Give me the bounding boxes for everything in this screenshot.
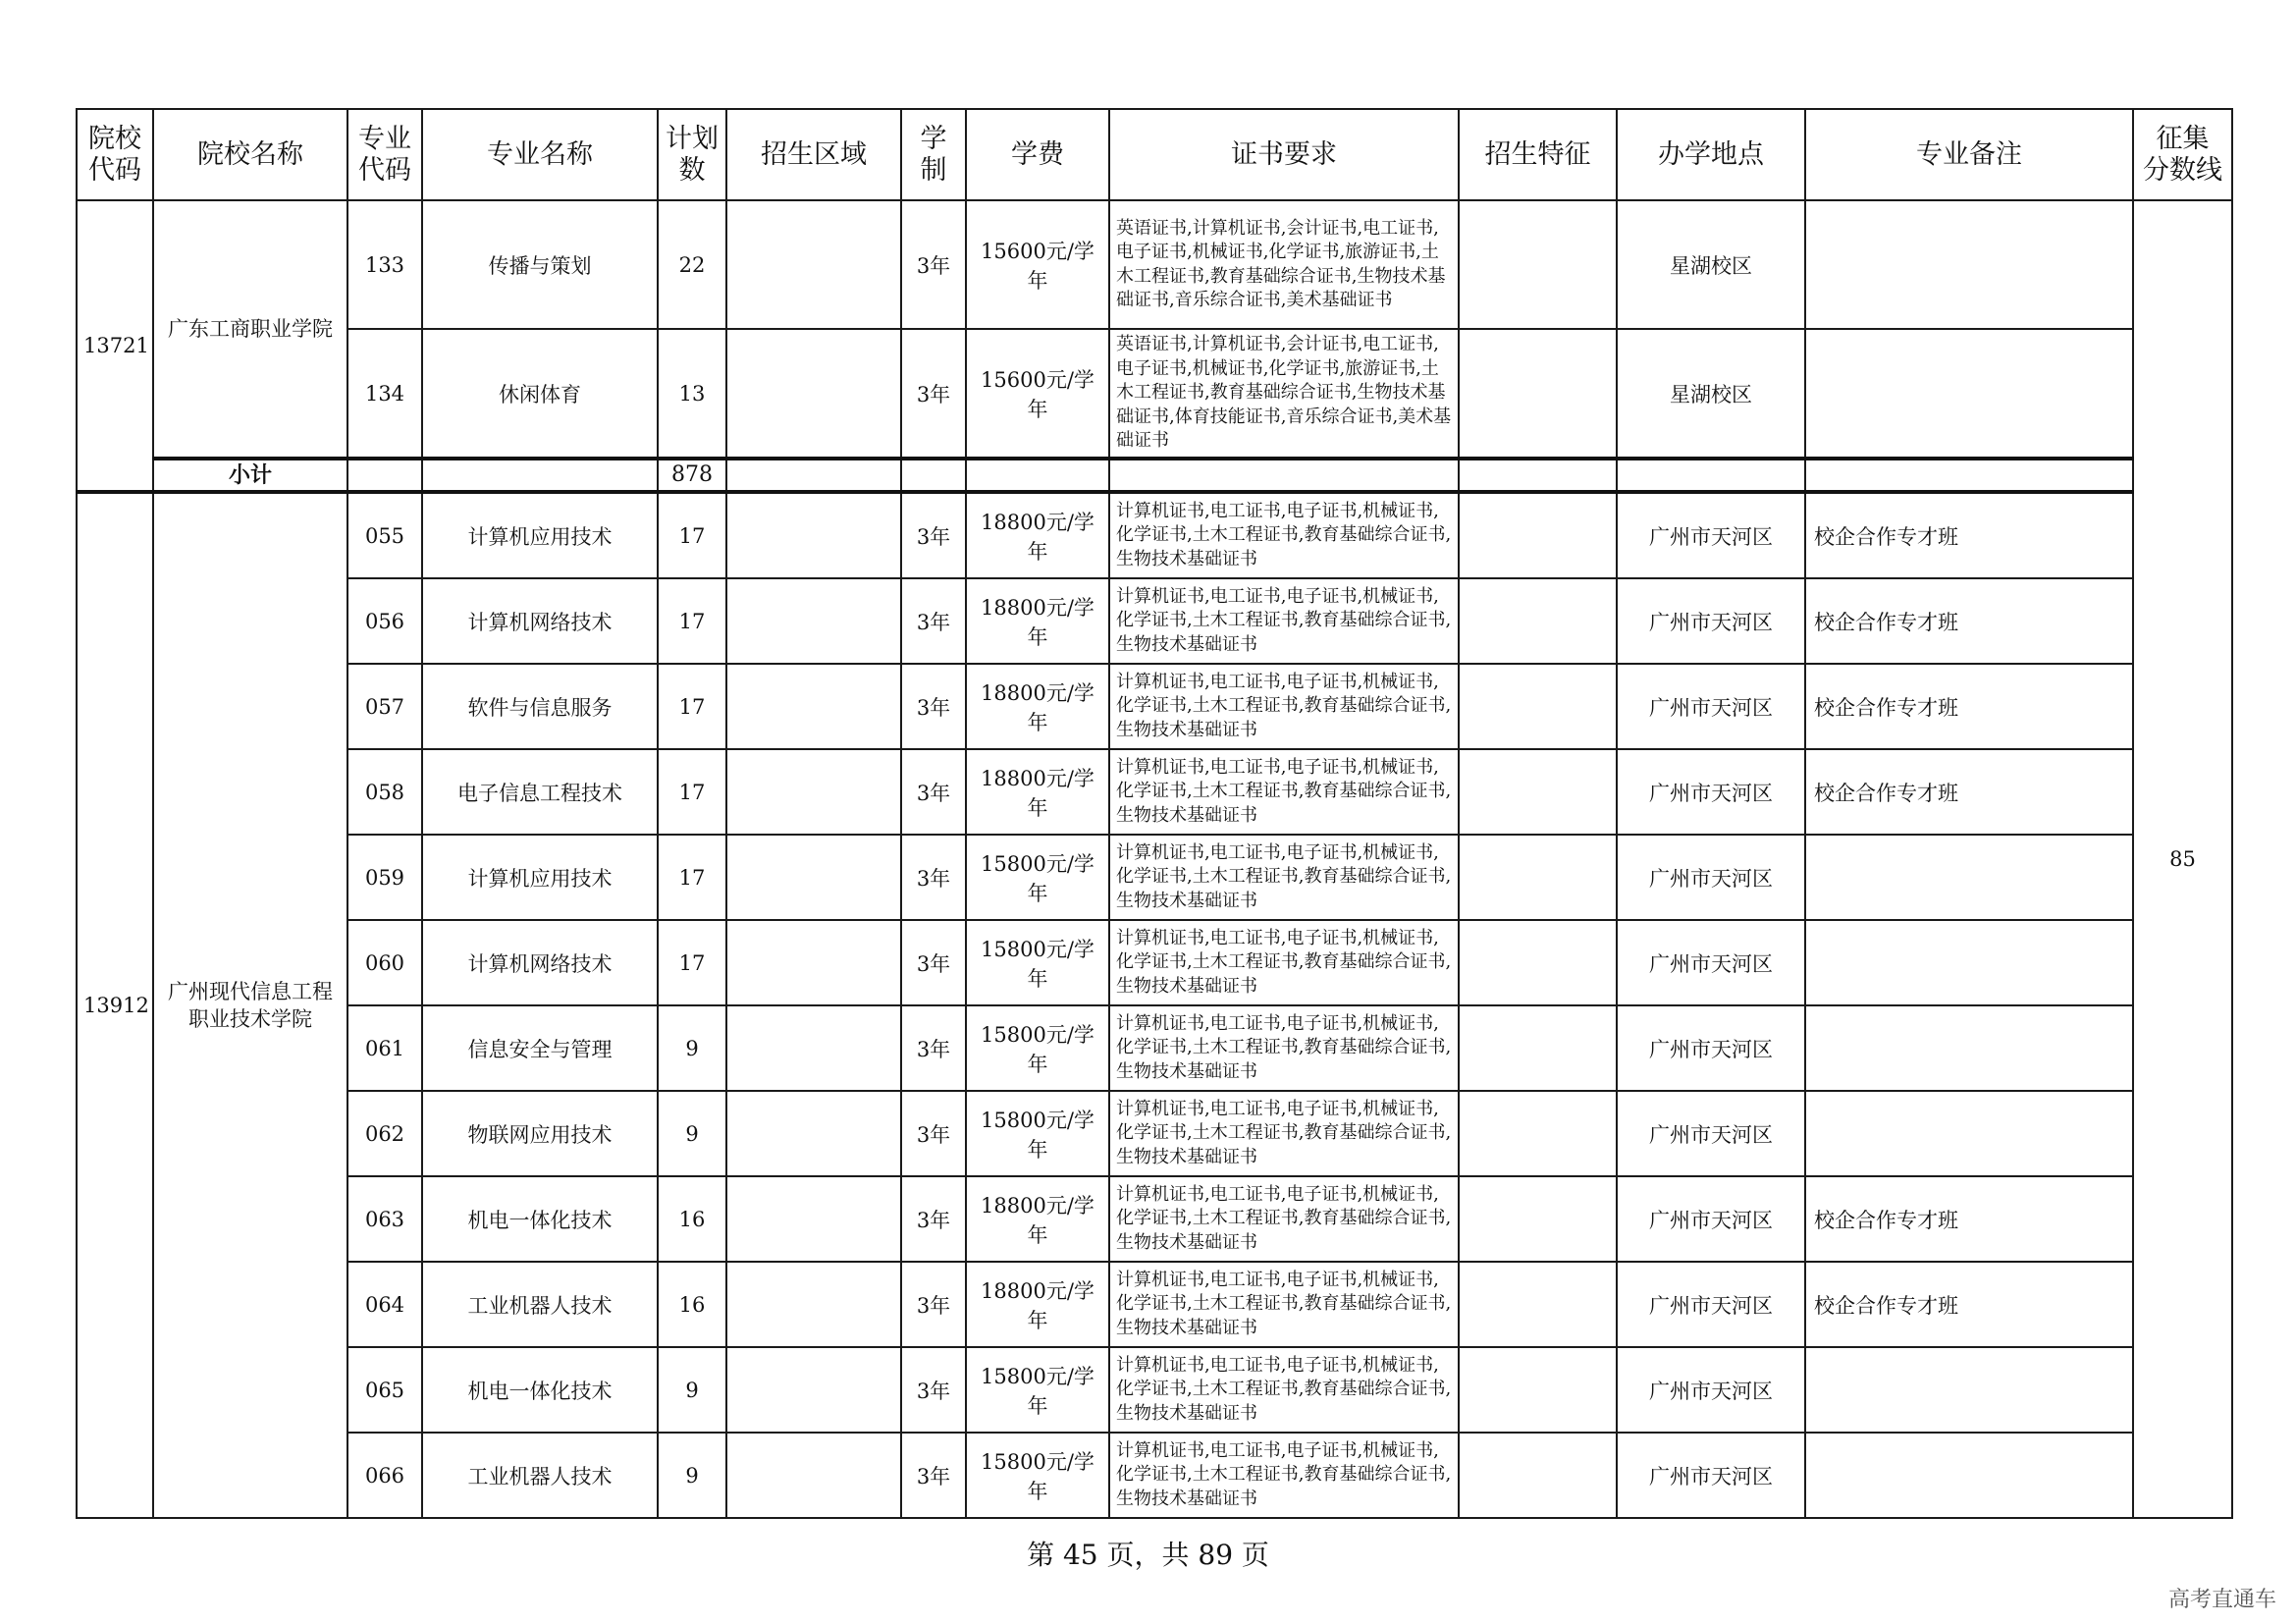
campus-location: 广州市天河区 [1617,1176,1805,1262]
enroll-feature [1459,664,1617,749]
study-length: 3年 [901,920,966,1005]
study-length: 3年 [901,749,966,835]
enroll-region [726,1176,901,1262]
enroll-region [726,492,901,578]
study-length: 3年 [901,329,966,459]
campus-location: 广州市天河区 [1617,664,1805,749]
major-note: 校企合作专才班 [1805,578,2133,664]
tuition-fee: 18800元/学年 [966,749,1109,835]
empty-cell [347,459,422,492]
major-name: 传播与策划 [422,200,658,329]
plan-count: 17 [658,835,726,920]
subtotal-label: 小计 [153,459,347,492]
column-header: 学费 [966,109,1109,200]
enrollment-table [76,108,2233,1519]
campus-location: 广州市天河区 [1617,835,1805,920]
major-name: 物联网应用技术 [422,1091,658,1176]
column-header: 证书要求 [1109,109,1459,200]
major-code: 133 [347,200,422,329]
certificate-requirements: 计算机证书,电工证书,电子证书,机械证书,化学证书,土木工程证书,教育基础综合证书,生物技术基础证书 [1109,578,1459,664]
tuition-fee: 18800元/学年 [966,1262,1109,1347]
major-name: 休闲体育 [422,329,658,459]
enroll-region [726,1091,901,1176]
campus-location: 广州市天河区 [1617,1005,1805,1091]
major-name: 工业机器人技术 [422,1433,658,1518]
enroll-feature [1459,1005,1617,1091]
page-footer: 第 45 页，共 89 页 [1027,1539,1269,1571]
study-length: 3年 [901,200,966,329]
certificate-requirements: 计算机证书,电工证书,电子证书,机械证书,化学证书,土木工程证书,教育基础综合证书,生物技术基础证书 [1109,664,1459,749]
major-note: 校企合作专才班 [1805,492,2133,578]
school-code: 13912 [77,492,153,1518]
major-note [1805,200,2133,329]
table-row [77,200,2232,329]
watermark: 高考直通车 [2167,1588,2276,1612]
table-row [77,492,2232,578]
major-code: 064 [347,1262,422,1347]
enroll-feature [1459,1347,1617,1433]
plan-count: 9 [658,1005,726,1091]
header-row [77,109,2232,200]
column-header: 院校名称 [153,109,347,200]
major-code: 062 [347,1091,422,1176]
tuition-fee: 15800元/学年 [966,1091,1109,1176]
major-code: 065 [347,1347,422,1433]
enroll-region [726,920,901,1005]
study-length: 3年 [901,492,966,578]
enroll-region [726,835,901,920]
enroll-feature [1459,578,1617,664]
tuition-fee: 18800元/学年 [966,578,1109,664]
enroll-feature [1459,920,1617,1005]
column-header: 办学地点 [1617,109,1805,200]
certificate-requirements: 英语证书,计算机证书,会计证书,电工证书,电子证书,机械证书,化学证书,旅游证书,土木工程证书,教育基础综合证书,生物技术基础证书,音乐综合证书,美术基础证书 [1109,200,1459,329]
major-code: 066 [347,1433,422,1518]
plan-count: 17 [658,578,726,664]
certificate-requirements: 计算机证书,电工证书,电子证书,机械证书,化学证书,土木工程证书,教育基础综合证书,生物技术基础证书 [1109,1091,1459,1176]
major-note: 校企合作专才班 [1805,1176,2133,1262]
enroll-region [726,1005,901,1091]
enroll-region [726,664,901,749]
tuition-fee: 15800元/学年 [966,1433,1109,1518]
empty-cell [901,459,966,492]
enroll-region [726,749,901,835]
campus-location: 广州市天河区 [1617,492,1805,578]
study-length: 3年 [901,1433,966,1518]
major-code: 060 [347,920,422,1005]
tuition-fee: 18800元/学年 [966,492,1109,578]
column-header: 计划 数 [658,109,726,200]
plan-count: 9 [658,1433,726,1518]
table-row [77,749,2232,835]
tuition-fee: 15600元/学年 [966,329,1109,459]
campus-location: 广州市天河区 [1617,749,1805,835]
plan-count: 17 [658,920,726,1005]
tuition-fee: 15800元/学年 [966,1347,1109,1433]
column-header: 学制 [901,109,966,200]
certificate-requirements: 计算机证书,电工证书,电子证书,机械证书,化学证书,土木工程证书,教育基础综合证书,生物技术基础证书 [1109,1176,1459,1262]
major-note [1805,1433,2133,1518]
tuition-fee: 15800元/学年 [966,1005,1109,1091]
major-note [1805,835,2133,920]
school-name: 广州现代信息工程职业技术学院 [153,492,347,1518]
major-name: 电子信息工程技术 [422,749,658,835]
certificate-requirements: 计算机证书,电工证书,电子证书,机械证书,化学证书,土木工程证书,教育基础综合证书,生物技术基础证书 [1109,1262,1459,1347]
enroll-feature [1459,835,1617,920]
table-row [77,920,2232,1005]
major-name: 计算机应用技术 [422,492,658,578]
enroll-region [726,1347,901,1433]
study-length: 3年 [901,1176,966,1262]
plan-count: 9 [658,1091,726,1176]
subtotal-value: 878 [658,459,726,492]
enroll-region [726,200,901,329]
campus-location: 星湖校区 [1617,200,1805,329]
certificate-requirements: 计算机证书,电工证书,电子证书,机械证书,化学证书,土木工程证书,教育基础综合证书,生物技术基础证书 [1109,920,1459,1005]
table-row [77,664,2232,749]
enroll-region [726,329,901,459]
enroll-feature [1459,492,1617,578]
enroll-feature [1459,329,1617,459]
tuition-fee: 15800元/学年 [966,920,1109,1005]
major-code: 063 [347,1176,422,1262]
major-name: 机电一体化技术 [422,1176,658,1262]
study-length: 3年 [901,1262,966,1347]
major-name: 工业机器人技术 [422,1262,658,1347]
table-row [77,578,2232,664]
subtotal-row [77,459,2232,492]
certificate-requirements: 计算机证书,电工证书,电子证书,机械证书,化学证书,土木工程证书,教育基础综合证书,生物技术基础证书 [1109,492,1459,578]
tuition-fee: 15600元/学年 [966,200,1109,329]
table-row [77,1005,2232,1091]
plan-count: 16 [658,1176,726,1262]
major-code: 059 [347,835,422,920]
enroll-feature [1459,200,1617,329]
column-header: 专业备注 [1805,109,2133,200]
cutoff-score: 85 [2133,200,2232,1518]
plan-count: 17 [658,492,726,578]
enroll-region [726,1262,901,1347]
column-header: 招生区域 [726,109,901,200]
empty-cell [1109,459,1459,492]
study-length: 3年 [901,1091,966,1176]
major-name: 软件与信息服务 [422,664,658,749]
campus-location: 广州市天河区 [1617,578,1805,664]
enroll-feature [1459,1433,1617,1518]
plan-count: 17 [658,749,726,835]
column-header: 专业 代码 [347,109,422,200]
plan-count: 17 [658,664,726,749]
enroll-feature [1459,1176,1617,1262]
certificate-requirements: 计算机证书,电工证书,电子证书,机械证书,化学证书,土木工程证书,教育基础综合证书,生物技术基础证书 [1109,835,1459,920]
campus-location: 广州市天河区 [1617,920,1805,1005]
major-note: 校企合作专才班 [1805,1262,2133,1347]
major-note [1805,1005,2133,1091]
certificate-requirements: 计算机证书,电工证书,电子证书,机械证书,化学证书,土木工程证书,教育基础综合证书,生物技术基础证书 [1109,1433,1459,1518]
campus-location: 广州市天河区 [1617,1262,1805,1347]
school-code: 13721 [77,200,153,492]
school-name: 广东工商职业学院 [153,200,347,459]
plan-count: 16 [658,1262,726,1347]
campus-location: 广州市天河区 [1617,1347,1805,1433]
empty-cell [422,459,658,492]
enroll-feature [1459,1262,1617,1347]
major-code: 134 [347,329,422,459]
campus-location: 星湖校区 [1617,329,1805,459]
table-row [77,1091,2232,1176]
column-header: 招生特征 [1459,109,1617,200]
major-note [1805,329,2133,459]
major-name: 计算机应用技术 [422,835,658,920]
empty-cell [726,459,901,492]
plan-count: 9 [658,1347,726,1433]
major-note [1805,920,2133,1005]
major-note: 校企合作专才班 [1805,749,2133,835]
major-name: 计算机网络技术 [422,920,658,1005]
enroll-feature [1459,1091,1617,1176]
certificate-requirements: 计算机证书,电工证书,电子证书,机械证书,化学证书,土木工程证书,教育基础综合证书,生物技术基础证书 [1109,1005,1459,1091]
column-header: 征集 分数线 [2133,109,2232,200]
major-note [1805,1347,2133,1433]
major-name: 机电一体化技术 [422,1347,658,1433]
major-note: 校企合作专才班 [1805,664,2133,749]
study-length: 3年 [901,1347,966,1433]
certificate-requirements: 英语证书,计算机证书,会计证书,电工证书,电子证书,机械证书,化学证书,旅游证书,土木工程证书,教育基础综合证书,生物技术基础证书,体育技能证书,音乐综合证书,美术基础证书 [1109,329,1459,459]
study-length: 3年 [901,835,966,920]
table-row [77,329,2232,459]
table-row [77,1347,2232,1433]
enroll-region [726,578,901,664]
study-length: 3年 [901,664,966,749]
campus-location: 广州市天河区 [1617,1433,1805,1518]
major-code: 056 [347,578,422,664]
certificate-requirements: 计算机证书,电工证书,电子证书,机械证书,化学证书,土木工程证书,教育基础综合证书,生物技术基础证书 [1109,749,1459,835]
major-note [1805,1091,2133,1176]
study-length: 3年 [901,578,966,664]
table-row [77,1262,2232,1347]
major-code: 061 [347,1005,422,1091]
table-row [77,835,2232,920]
column-header: 专业名称 [422,109,658,200]
table-row [77,1176,2232,1262]
empty-cell [966,459,1109,492]
certificate-requirements: 计算机证书,电工证书,电子证书,机械证书,化学证书,土木工程证书,教育基础综合证书,生物技术基础证书 [1109,1347,1459,1433]
campus-location: 广州市天河区 [1617,1091,1805,1176]
empty-cell [1459,459,1617,492]
plan-count: 13 [658,329,726,459]
major-name: 信息安全与管理 [422,1005,658,1091]
major-code: 057 [347,664,422,749]
enroll-feature [1459,749,1617,835]
plan-count: 22 [658,200,726,329]
study-length: 3年 [901,1005,966,1091]
tuition-fee: 18800元/学年 [966,1176,1109,1262]
empty-cell [1617,459,1805,492]
tuition-fee: 18800元/学年 [966,664,1109,749]
major-code: 055 [347,492,422,578]
enroll-region [726,1433,901,1518]
tuition-fee: 15800元/学年 [966,835,1109,920]
major-name: 计算机网络技术 [422,578,658,664]
empty-cell [1805,459,2133,492]
major-code: 058 [347,749,422,835]
table-row [77,1433,2232,1518]
column-header: 院校 代码 [77,109,153,200]
